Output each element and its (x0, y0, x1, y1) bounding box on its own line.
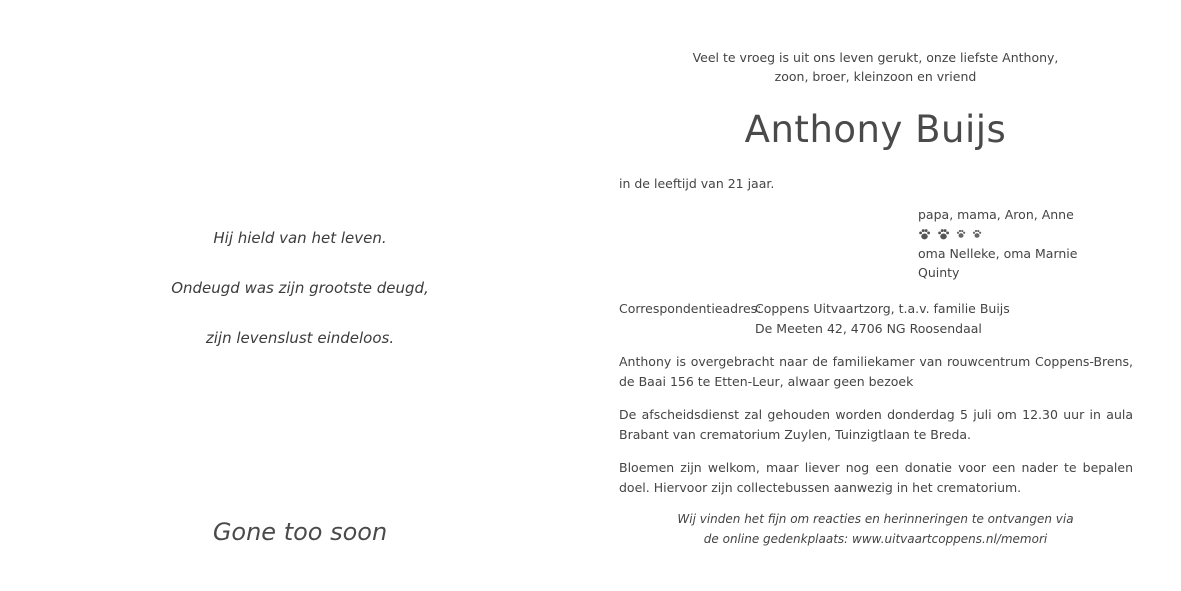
right-page (600, 0, 1181, 591)
intro-text (600, 48, 1151, 86)
family-line-3: Quinty (918, 265, 960, 280)
paragraph-transfer: Anthony is overgebracht naar de familiekamer van rouwcentrum Coppens-Brens, de Baai 156 te Etten-Leur, alwaar geen bezoek (619, 354, 1133, 389)
paw-icon (956, 229, 966, 239)
closing-line-2: de online gedenkplaats: www.uitvaartcoppens.nl/memori (703, 531, 1048, 546)
paw-icon (918, 228, 931, 241)
quote-line-1: Hij hield van het leven. (213, 229, 387, 247)
paw-icon (972, 229, 982, 239)
paragraph-flowers: Bloemen zijn welkom, maar liever nog een donatie voor een nader te bepalen doel. Hiervoor zijn collectebussen aanwezig in het crematorium. (619, 460, 1133, 495)
intro-line-1: Veel te vroeg is uit ons leven gerukt, onze liefste Anthony, (692, 50, 1059, 65)
family-line-2: oma Nelleke, oma Marnie (918, 245, 1078, 261)
paragraph-service: De afscheidsdienst zal gehouden worden donderdag 5 juli om 12.30 uur in aula Brabant van crematorium Zuylen, Tuinzigtlaan te Breda. (619, 407, 1133, 442)
age-text: in de leeftijd van 21 jaar. (619, 176, 775, 191)
closing-text (600, 510, 1151, 549)
correspondence-line-1: Coppens Uitvaartzorg, t.a.v. familie Buijs (755, 301, 1010, 316)
correspondence-address (619, 299, 1010, 339)
correspondence-line-2: De Meeten 42, 4706 NG Roosendaal (755, 321, 982, 336)
quote-line-2: Ondeugd was zijn grootste deugd, (171, 279, 429, 297)
deceased-name: Anthony Buijs (744, 108, 1007, 151)
closing-line-1: Wij vinden het fijn om reacties en herinneringen te ontvangen via (677, 512, 1074, 526)
family-list (918, 205, 1077, 283)
intro-line-2: zoon, broer, kleinzoon en vriend (774, 69, 977, 84)
paw-icon (937, 228, 950, 241)
correspondence-label: Correspondentieadres: (619, 301, 762, 316)
family-line-1: papa, mama, Aron, Anne (918, 207, 1074, 222)
quote-line-3: zijn levenslust eindeloos. (205, 329, 395, 347)
paw-icons (918, 225, 1077, 244)
gone-too-soon-text: Gone too soon (212, 518, 388, 546)
